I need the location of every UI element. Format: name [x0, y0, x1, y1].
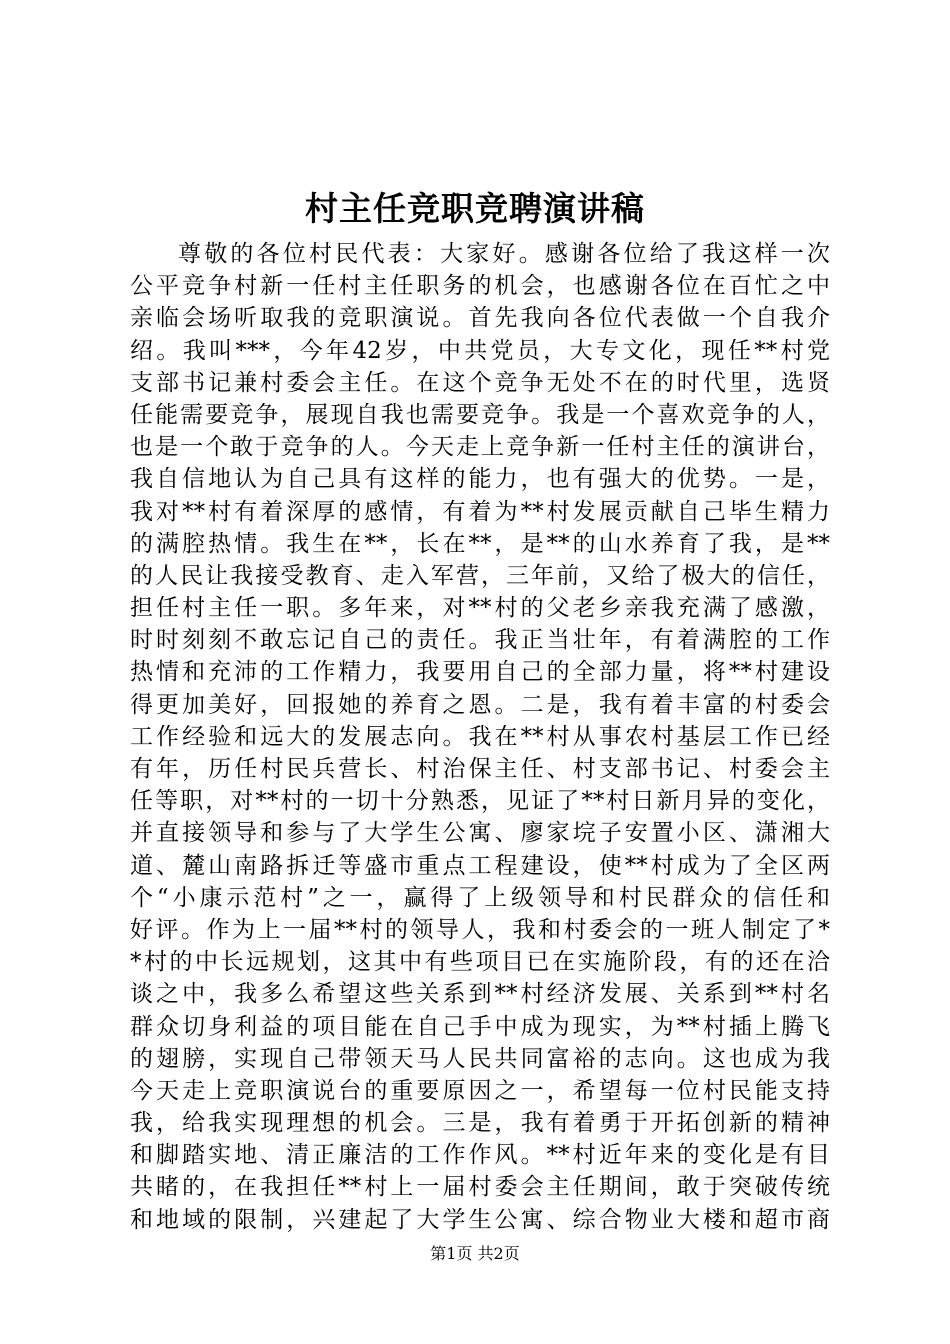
body-line: 的人民让我接受教育、走入军营，三年前，又给了极大的信任， — [130, 562, 830, 589]
body-line: 的翅膀，实现自己带领天马人民共同富裕的志向。这也成为我 — [130, 1045, 830, 1072]
body-line: 个“小康示范村”之一，赢得了上级领导和村民群众的信任和 — [130, 884, 830, 911]
body-line: 任等职，对**村的一切十分熟悉，见证了**村日新月异的变化， — [130, 788, 830, 815]
body-line: 有年，历任村民兵营长、村治保主任、村支部书记、村委会主 — [130, 756, 830, 782]
body-line: 我对**村有着深厚的感情，有着为**村发展贡献自己毕生精力 — [130, 498, 830, 525]
body-line: 群众切身利益的项目能在自己手中成为现实，为**村插上腾飞 — [130, 1013, 830, 1040]
body-line: 并直接领导和参与了大学生公寓、廖家垸子安置小区、潇湘大 — [130, 820, 830, 847]
body-line: 也是一个敢于竞争的人。今天走上竞争新一任村主任的演讲台， — [130, 434, 830, 461]
body-line: 道、麓山南路拆迁等盛市重点工程建设，使**村成为了全区两 — [130, 852, 830, 879]
body-line: 的满腔热情。我生在**，长在**，是**的山水养育了我，是** — [130, 530, 830, 557]
body-line: 尊敬的各位村民代表：大家好。感谢各位给了我这样一次 — [178, 241, 830, 267]
document-title: 村主任竞职竞聘演讲稿 — [305, 189, 645, 228]
document-body — [130, 238, 830, 1236]
body-line: 公平竞争村新一任村主任职务的机会，也感谢各位在百忙之中 — [130, 273, 830, 300]
body-line: 好评。作为上一届**村的领导人，我和村委会的一班人制定了* — [130, 916, 830, 943]
body-line: 任能需要竞争，展现自我也需要竞争。我是一个喜欢竞争的人， — [130, 401, 830, 428]
body-line: 共睹的，在我担任**村上一届村委会主任期间，敢于突破传统 — [130, 1174, 830, 1201]
body-line: 支部书记兼村委会主任。在这个竞争无处不在的时代里，选贤 — [130, 369, 830, 396]
body-line: 今天走上竞职演说台的重要原因之一，希望每一位村民能支持 — [130, 1077, 830, 1104]
body-line: 亲临会场听取我的竞职演说。首先我向各位代表做一个自我介 — [130, 305, 830, 332]
body-line: *村的中长远规划，这其中有些项目已在实施阶段，有的还在洽 — [130, 949, 830, 976]
body-line: 我，给我实现理想的机会。三是，我有着勇于开拓创新的精神 — [130, 1110, 830, 1137]
body-line: 谈之中，我多么希望这些关系到**村经济发展、关系到**村名 — [130, 981, 830, 1008]
page-footer: 第1页 共2页 — [430, 1244, 520, 1263]
body-line: 工作经验和远大的发展志向。我在**村从事农村基层工作已经 — [130, 723, 830, 750]
body-line: 绍。我叫***，今年42岁，中共党员，大专文化，现任**村党 — [130, 337, 830, 364]
body-line: 担任村主任一职。多年来，对**村的父老乡亲我充满了感激， — [130, 595, 830, 622]
body-line: 热情和充沛的工作精力，我要用自己的全部力量，将**村建设 — [130, 659, 830, 686]
body-line: 我自信地认为自己具有这样的能力，也有强大的优势。一是， — [130, 466, 830, 493]
body-line: 和脚踏实地、清正廉洁的工作作风。**村近年来的变化是有目 — [130, 1142, 830, 1169]
body-line: 得更加美好，回报她的养育之恩。二是，我有着丰富的村委会 — [130, 691, 830, 718]
body-line: 时时刻刻不敢忘记自己的责任。我正当壮年，有着满腔的工作 — [130, 627, 830, 654]
body-line: 和地域的限制，兴建起了大学生公寓、综合物业大楼和超市商 — [130, 1206, 830, 1233]
